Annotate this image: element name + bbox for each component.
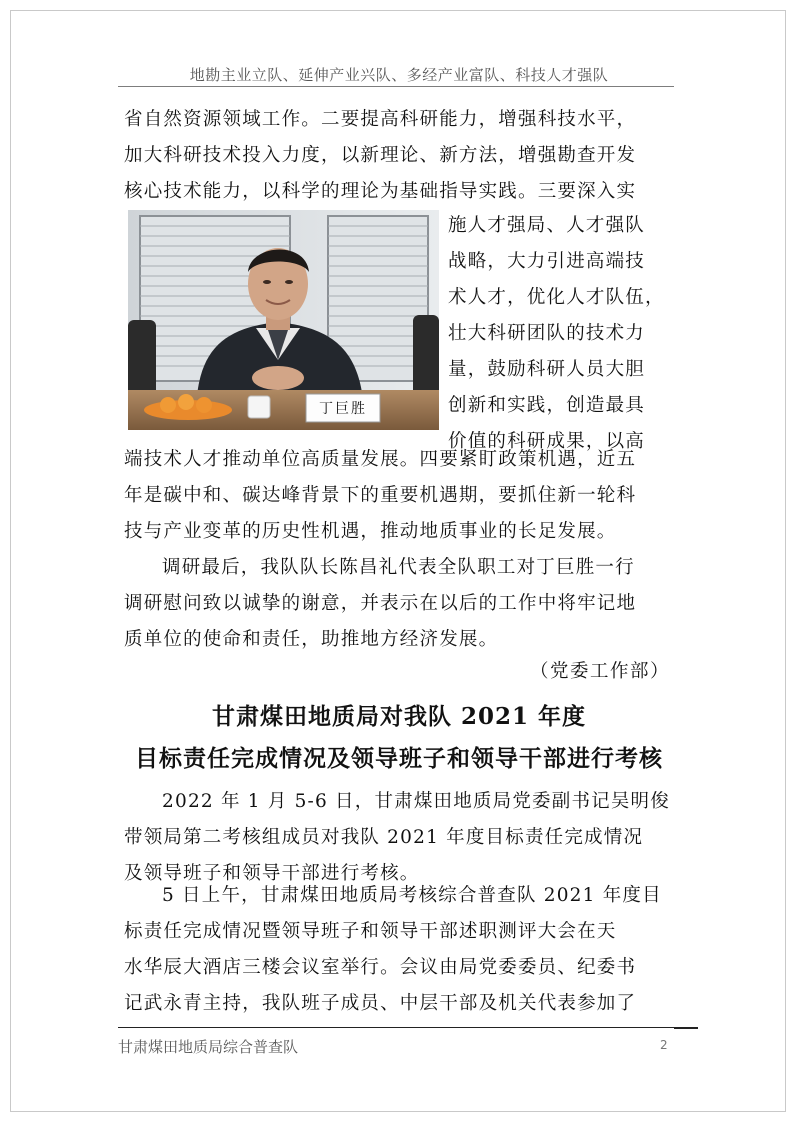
text-line: 调研最后，我队队长陈昌礼代表全队职工对丁巨胜一行 <box>162 557 635 578</box>
text-line: 年是碳中和、碳达峰背景下的重要机遇期，要抓住新一轮科 <box>124 485 637 506</box>
text-line: 加大科研技术投入力度，以新理论、新方法，增强勘查开发 <box>124 145 637 166</box>
article1-closing-paragraph <box>124 550 674 658</box>
article2-paragraph2 <box>124 878 674 1022</box>
text-line: 术人才，优化人才队伍， <box>448 287 665 308</box>
text-line: 壮大科研团队的技术力 <box>448 323 646 344</box>
text-line: 省自然资源领域工作。二要提高科研能力，增强科技水平， <box>124 109 637 130</box>
text-line: 带领局第二考核组成员对我队 2021 年度目标责任完成情况 <box>124 827 644 848</box>
text-line: 施人才强局、人才强队 <box>448 215 646 236</box>
text-line: 量，鼓励科研人员大胆 <box>448 359 646 380</box>
text-line: 记武永青主持，我队班子成员、中层干部及机关代表参加了 <box>124 993 637 1014</box>
text-line: 5 日上午，甘肃煤田地质局考核综合普查队 2021 年度目 <box>162 885 662 906</box>
text-line: 端技术人才推动单位高质量发展。四要紧盯政策机遇，近五 <box>124 449 637 470</box>
footer-rule <box>118 1027 674 1028</box>
page-number: 2 <box>660 1038 668 1052</box>
meeting-photo <box>128 210 439 430</box>
article2-paragraph1 <box>124 784 674 892</box>
header-rule <box>118 86 674 87</box>
article2-title-line1: 甘肃煤田地质局对我队 2021 年度 <box>211 703 587 730</box>
text-line: 质单位的使命和责任，助推地方经济发展。 <box>124 629 499 650</box>
nameplate-label: 丁巨胜 <box>319 401 367 417</box>
article1-signature: （党委工作部） <box>529 661 670 682</box>
text-line: 水华辰大酒店三楼会议室举行。会议由局党委委员、纪委书 <box>124 957 637 978</box>
running-header: 地勘主业立队、延伸产业兴队、多经产业富队、科技人才强队 <box>189 66 609 84</box>
text-line: 调研慰问致以诚挚的谢意，并表示在以后的工作中将牢记地 <box>124 593 637 614</box>
article1-top-text <box>124 102 674 210</box>
article2-title-line2: 目标责任完成情况及领导班子和领导干部进行考核 <box>135 745 663 772</box>
article1-wrap-text <box>448 208 674 460</box>
text-line: 创新和实践，创造最具 <box>448 395 646 416</box>
text-line: 2022 年 1 月 5-6 日，甘肃煤田地质局党委副书记吴明俊 <box>162 791 670 812</box>
text-line: 技与产业变革的历史性机遇，推动地质事业的长足发展。 <box>124 521 617 542</box>
text-line: 核心技术能力，以科学的理论为基础指导实践。三要深入实 <box>124 181 637 202</box>
text-line: 战略，大力引进高端技 <box>448 251 646 272</box>
text-line: 及领导班子和领导干部进行考核。 <box>124 863 420 884</box>
footer-org-name: 甘肃煤田地质局综合普查队 <box>118 1038 299 1056</box>
text-line: 价值的科研成果，以高 <box>448 431 646 452</box>
article1-after-text <box>124 442 674 550</box>
footer-rule-accent <box>674 1027 698 1029</box>
text-line: 标责任完成情况暨领导班子和领导干部述职测评大会在天 <box>124 921 617 942</box>
